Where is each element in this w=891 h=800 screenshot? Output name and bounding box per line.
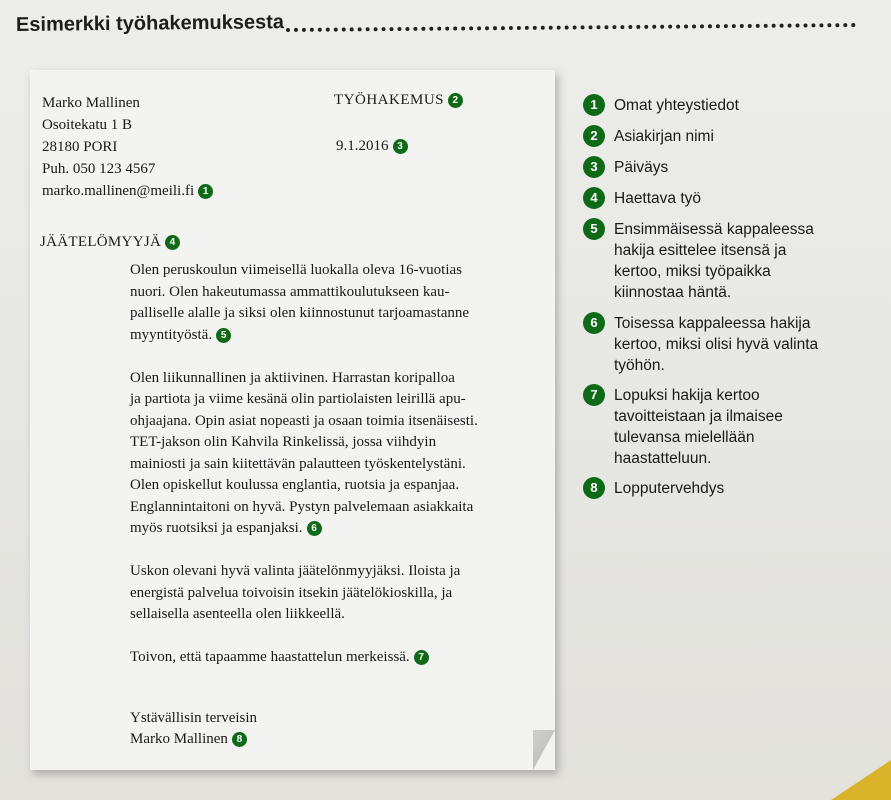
marker-badge-3: 3 [393,139,408,154]
paragraph-line: nuori. Olen hakeutumassa ammattikoulutukseen kau- [130,283,450,300]
legend-text: Päiväys [614,159,669,176]
legend-number-badge: 3 [583,156,605,178]
marker-badge-5: 5 [216,328,231,343]
legend-item [583,187,824,209]
paragraph-line: palliselle alalle ja siksi olen kiinnostunut tarjoamastanne [130,305,470,321]
paragraph-line: Englannintaitoni on hyvä. Pystyn palvelemaan asiakkaita [130,498,474,515]
marker-badge-4: 4 [165,235,180,250]
paragraph-line: mainiosti ja sain kiitettävän palautteen työskentelystäni. [130,455,466,472]
legend-item [583,477,824,499]
dotted-rule [286,23,856,32]
legend-item [583,156,824,178]
job-title: JÄÄTELÖMYYJÄ [40,234,162,250]
legend-number-badge: 2 [583,125,605,147]
legend-text: Asiakirjan nimi [614,128,714,145]
legend-text: Haettava työ [614,190,702,207]
paragraph-line: Toivon, että tapaamme haastattelun merkeissä. [130,649,410,665]
marker-badge-1: 1 [198,184,213,199]
legend-text: Omat yhteystiedot [614,97,739,114]
letter-paragraph [130,260,540,346]
paragraph-line: myyntityöstä. [130,326,213,343]
legend-item [583,218,824,303]
sender-phone: Puh. 050 123 4567 [42,161,156,177]
sender-street: Osoitekatu 1 B [42,117,132,133]
paragraph-line: ohjaajana. Opin asiat nopeasti ja osaan toimia itsenäisesti. [130,412,478,429]
legend-number-badge: 7 [583,384,605,406]
legend-item [583,94,824,116]
legend-item [583,312,824,376]
paragraph-line: Olen liikunnallinen ja aktiivinen. Harrastan koripalloa [130,369,455,386]
letter-paragraph [130,647,540,669]
legend-number-badge: 6 [583,312,605,334]
sender-city: 28180 PORI [42,139,118,155]
section-title: Esimerkki työhakemuksesta [15,11,285,36]
letter-paper [30,70,555,770]
paragraph-line: ja partiota ja viime kesänä olin partiolaisten leirillä apu- [130,391,466,407]
paragraph-line: sellaisella asenteella olen liikkeellä. [130,606,345,622]
legend-number-badge: 8 [583,477,605,499]
legend-number-badge: 4 [583,187,605,209]
paragraph-line: Uskon olevani hyvä valinta jäätelönmyyjäksi. Iloista ja [130,563,461,579]
marker-badge-6: 6 [307,521,322,536]
sender-name: Marko Mallinen [42,95,140,111]
sender-contact-block [42,92,213,202]
closing-block [130,708,257,750]
marker-badge-7: 7 [414,650,429,665]
paragraph-line: Olen opiskellut koulussa englantia, ruotsia ja espanjaa. [130,477,460,493]
legend-text: Toisessa kappaleessa hakija kertoo, miksi olisi hyvä valinta työhön. [614,315,819,374]
document-title: TYÖHAKEMUS [334,92,444,108]
legend-text: Lopputervehdys [614,480,725,497]
letter-body [130,260,540,690]
document-title-line [334,92,463,109]
paragraph-line: myös ruotsiksi ja espanjaksi. [130,520,303,536]
legend-number-badge: 1 [583,94,605,116]
sender-email: marko.mallinen@meili.fi [42,183,195,199]
document-date: 9.1.2016 [336,138,389,154]
paragraph-line: Olen peruskoulun viimeisellä luokalla oleva 16-vuotias [130,262,463,278]
legend-number-badge: 5 [583,218,605,240]
closing-signature: Marko Mallinen [130,731,228,747]
paragraph-line: energistä palvelua toivoisin itsekin jäätelökioskilla, ja [130,584,453,601]
closing-greeting: Ystävällisin terveisin [130,710,258,726]
page-curl [533,730,555,770]
letter-paragraph [130,561,540,626]
paragraph-line: TET-jakson olin Kahvila Rinkelissä, jossa viihdyin [130,434,437,450]
document-date-line [336,138,408,155]
legend-item [583,125,824,147]
legend-text: Lopuksi hakija kertoo tavoitteistaan ja ilmaisee tulevansa mielellään haastatteluun. [614,387,783,467]
yellow-page-edge [831,760,891,800]
closing-signature-line [130,729,257,750]
job-title-line [40,234,180,251]
marker-badge-2: 2 [448,93,463,108]
sender-email-line [42,180,213,202]
legend-item [583,384,824,469]
letter-paragraph [130,368,540,540]
marker-badge-8: 8 [232,732,247,747]
legend-text: Ensimmäisessä kappaleessa hakija esittelee itsensä ja kertoo, miksi työpaikka kiinnostaa häntä. [614,221,814,301]
